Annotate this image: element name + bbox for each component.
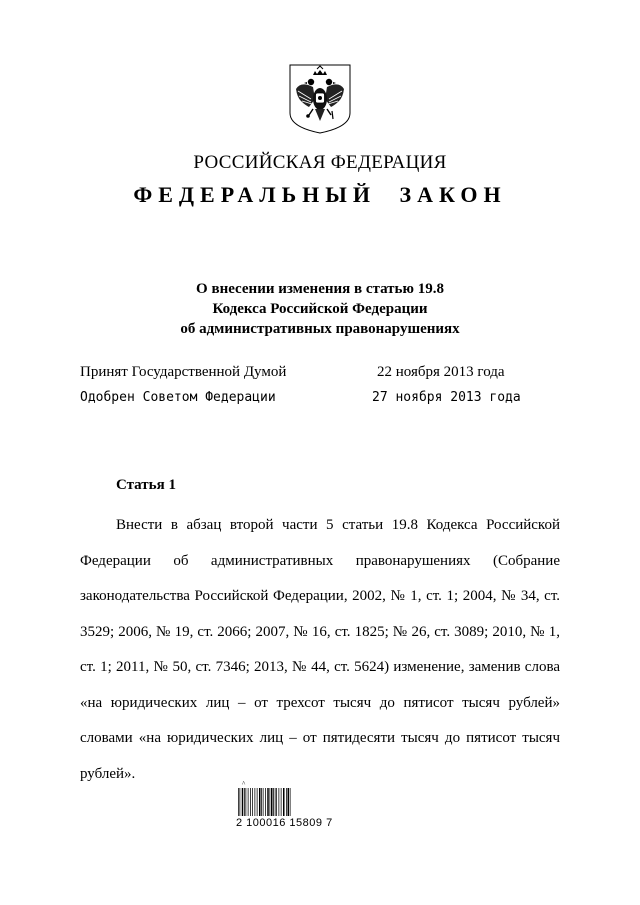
barcode-bar [270, 788, 271, 816]
barcode-bar [252, 788, 253, 816]
barcode-bar [283, 788, 285, 816]
barcode-bar [263, 788, 264, 816]
barcode-bar [250, 788, 251, 816]
law-title-line: О внесении изменения в статью 19.8 [196, 281, 444, 297]
duma-adoption-date: 22 ноября 2013 года [377, 364, 505, 380]
country-name: РОССИЙСКАЯ ФЕДЕРАЦИЯ [193, 152, 447, 173]
barcode-bars [236, 788, 326, 816]
council-approval-date: 27 ноября 2013 года [372, 390, 521, 405]
barcode-bar [267, 788, 269, 816]
barcode-number: 2 100016 15809 7 [236, 817, 333, 829]
council-approval-label: Одобрен Советом Федерации [80, 390, 276, 405]
barcode-bar [244, 788, 245, 816]
law-title-line: об административных правонарушениях [180, 321, 460, 337]
law-title-line: Кодекса Российской Федерации [212, 301, 428, 317]
barcode-bar [255, 788, 256, 816]
law-title [0, 279, 640, 339]
barcode-bar [275, 788, 276, 816]
barcode-bar [279, 788, 280, 816]
barcode-bar [281, 788, 282, 816]
caret-mark-icon: ^ [242, 780, 246, 788]
barcode-bar [261, 788, 262, 816]
barcode-bar [246, 788, 247, 816]
barcode-bar [273, 788, 274, 816]
article-text: Внести в абзац второй части 5 статьи 19.8 Кодекса Российской Федерации об административных правонарушениях (Собрание законодательства Российской Федерации, 2002, № 1, ст. 1; 2004, № 34, ст. 3529; 2006, № 19, ст. 2066; 2007, № 16, ст. 1825; № 26, ст. 3089; 2010, № 1, ст. 1; 2011, № 50, ст. 7346; 2013, № 44, ст. 5624) изменение, заменив слова «на юридических лиц – от трехсот тысяч до пятисот тысяч рублей» словами «на юридических лиц – от пятидесяти тысяч до пятисот тысяч рублей». [80, 517, 560, 782]
barcode-bar [271, 788, 273, 816]
duma-adoption-label: Принят Государственной Думой [80, 364, 287, 380]
state-emblem-icon [287, 63, 353, 135]
barcode-bar [248, 788, 249, 816]
barcode-bar [288, 788, 290, 816]
barcode-bar [240, 788, 241, 816]
barcode-bar [238, 788, 239, 816]
barcode-bar [259, 788, 261, 816]
barcode-bar [257, 788, 258, 816]
barcode-bar [276, 788, 277, 816]
barcode [236, 780, 333, 829]
barcode-bar [286, 788, 287, 816]
document-type: ФЕДЕРАЛЬНЫЙ ЗАКОН [133, 182, 507, 207]
barcode-bar [265, 788, 266, 816]
barcode-bar [242, 788, 244, 816]
barcode-bar [290, 788, 291, 816]
article-heading: Статья 1 [116, 477, 176, 493]
